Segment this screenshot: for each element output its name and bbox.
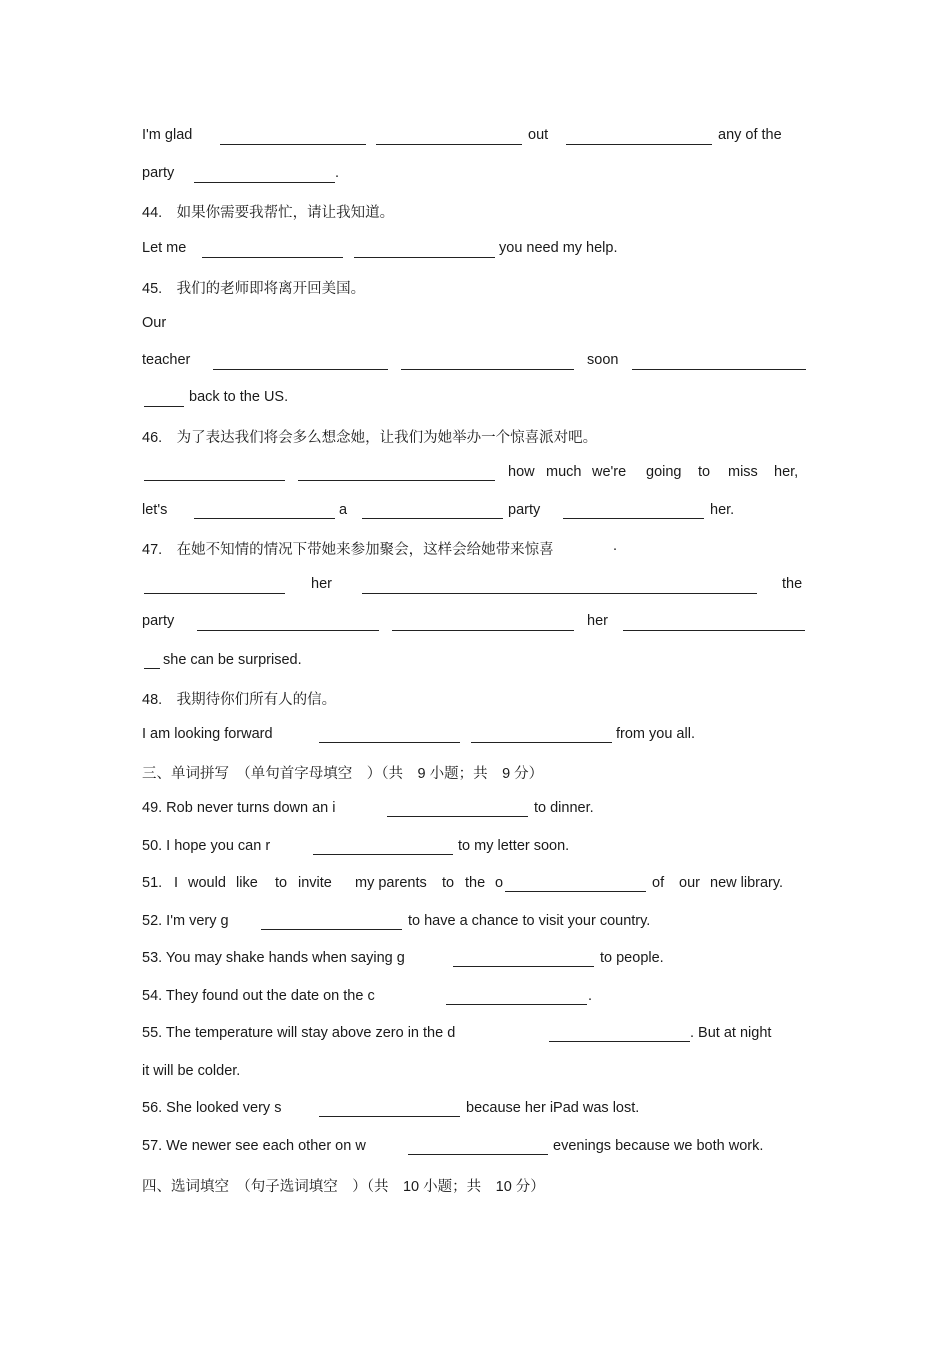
q53-tail: to people. — [600, 950, 664, 966]
q46-blank-3[interactable] — [194, 518, 335, 519]
q51-word-1: 51. — [142, 875, 163, 891]
q50-stem: 50. I hope you can r — [142, 838, 271, 854]
q45-blank-1[interactable] — [213, 369, 388, 370]
q51-word-12: our — [679, 875, 700, 891]
q51-word-7: my parents — [355, 875, 427, 891]
q46-word-were: we're — [592, 464, 627, 480]
q51-word-9: the — [465, 875, 486, 891]
q51-blank[interactable] — [505, 891, 646, 892]
q48-blank-1[interactable] — [319, 742, 460, 743]
q47-blank-4[interactable] — [392, 630, 574, 631]
q45-prompt: 45. 我们的老师即将离开回美国。 — [142, 281, 366, 297]
q56-tail: because her iPad was lost. — [466, 1100, 640, 1116]
q57-tail: evenings because we both work. — [553, 1138, 764, 1154]
q45-blank-3[interactable] — [632, 369, 806, 370]
q49-tail: to dinner. — [534, 800, 594, 816]
q51-word-13: new library. — [710, 875, 784, 891]
q51-word-4: like — [236, 875, 258, 891]
q46-word-miss: miss — [728, 464, 758, 480]
q43-text-4: party — [142, 165, 175, 181]
q44-blank-2[interactable] — [354, 257, 495, 258]
q49-blank[interactable] — [387, 816, 528, 817]
q43-blank-1[interactable] — [220, 144, 366, 145]
q50-blank[interactable] — [313, 854, 453, 855]
q52-stem: 52. I'm very g — [142, 913, 229, 929]
q57-blank[interactable] — [408, 1154, 548, 1155]
q51-word-6: invite — [298, 875, 332, 891]
q46-word-going: going — [646, 464, 682, 480]
q51-word-11: of — [652, 875, 665, 891]
q48-text-1: I am looking forward — [142, 726, 273, 742]
q45-blank-3-cont[interactable] — [144, 406, 184, 407]
q54-blank[interactable] — [446, 1004, 587, 1005]
q47-blank-5-cont[interactable] — [144, 668, 160, 669]
q43-blank-3[interactable] — [566, 144, 712, 145]
q43-blank-4[interactable] — [194, 182, 335, 183]
q48-text-2: from you all. — [616, 726, 695, 742]
q46-word-her-end: her. — [710, 502, 735, 518]
q54-stem: 54. They found out the date on the c — [142, 988, 375, 1004]
q50-tail: to my letter soon. — [458, 838, 570, 854]
q55-tail: . But at night — [690, 1025, 772, 1041]
section-3-heading: 三、单词拼写 （单句首字母填空 ）（共 9 小题；共 9 分） — [142, 766, 544, 782]
q45-text-3: back to the US. — [189, 389, 289, 405]
q45-blank-2[interactable] — [401, 369, 574, 370]
q45-text-1: teacher — [142, 352, 191, 368]
q46-word-her: her, — [774, 464, 799, 480]
q43-text-2: out — [528, 127, 549, 143]
q46-blank-4[interactable] — [362, 518, 503, 519]
q46-word-to: to — [698, 464, 711, 480]
q47-word-the: the — [782, 576, 803, 592]
q44-blank-1[interactable] — [202, 257, 343, 258]
q51-word-10: o — [495, 875, 504, 891]
q46-word-a: a — [339, 502, 348, 518]
q43-text-3: any of the — [718, 127, 782, 143]
q46-blank-5[interactable] — [563, 518, 704, 519]
q51-word-8: to — [442, 875, 455, 891]
q57-stem: 57. We newer see each other on w — [142, 1138, 366, 1154]
q46-word-how: how — [508, 464, 535, 480]
q46-prompt: 46. 为了表达我们将会多么想念她，让我们为她举办一个惊喜派对吧。 — [142, 430, 598, 446]
q44-prompt: 44. 如果你需要我帮忙，请让我知道。 — [142, 205, 395, 221]
q46-word-lets: let's — [142, 502, 168, 518]
q47-prompt: 47. 在她不知情的情况下带她来参加聚会，这样会给她带来惊喜 — [142, 542, 554, 558]
q46-word-party: party — [508, 502, 541, 518]
q47-word-party: party — [142, 613, 175, 629]
q45-text-0: Our — [142, 315, 167, 331]
q47-blank-5[interactable] — [623, 630, 805, 631]
q43-text-1: I'm glad — [142, 127, 193, 143]
q56-blank[interactable] — [319, 1116, 460, 1117]
q46-word-much: much — [546, 464, 582, 480]
q52-blank[interactable] — [261, 929, 402, 930]
q54-tail: . — [588, 988, 593, 1004]
q47-prompt-dot: . — [613, 538, 618, 554]
q48-blank-2[interactable] — [471, 742, 612, 743]
q47-blank-1[interactable] — [144, 593, 285, 594]
q51-word-3: would — [188, 875, 226, 891]
q47-word-her: her — [311, 576, 332, 592]
q47-word-her-2: her — [587, 613, 608, 629]
q51-word-2: I — [174, 875, 179, 891]
q44-text-1: Let me — [142, 240, 187, 256]
q46-blank-2[interactable] — [298, 480, 495, 481]
q53-blank[interactable] — [453, 966, 594, 967]
q47-blank-2[interactable] — [362, 593, 757, 594]
q46-blank-1[interactable] — [144, 480, 285, 481]
q48-prompt: 48. 我期待你们所有人的信。 — [142, 692, 337, 708]
q51-word-5: to — [275, 875, 288, 891]
q47-blank-3[interactable] — [197, 630, 379, 631]
q52-tail: to have a chance to visit your country. — [408, 913, 651, 929]
q49-stem: 49. Rob never turns down an i — [142, 800, 336, 816]
q56-stem: 56. She looked very s — [142, 1100, 282, 1116]
q43-period: . — [335, 165, 340, 181]
q43-blank-2[interactable] — [376, 144, 522, 145]
q55-stem: 55. The temperature will stay above zero in the d — [142, 1025, 456, 1041]
q44-text-2: you need my help. — [499, 240, 618, 256]
q47-text-end: she can be surprised. — [163, 652, 302, 668]
q45-text-2: soon — [587, 352, 619, 368]
section-4-heading: 四、选词填空 （句子选词填空 ）（共 10 小题；共 10 分） — [142, 1179, 545, 1195]
q53-stem: 53. You may shake hands when saying g — [142, 950, 405, 966]
q55-continuation: it will be colder. — [142, 1063, 241, 1079]
q55-blank[interactable] — [549, 1041, 690, 1042]
